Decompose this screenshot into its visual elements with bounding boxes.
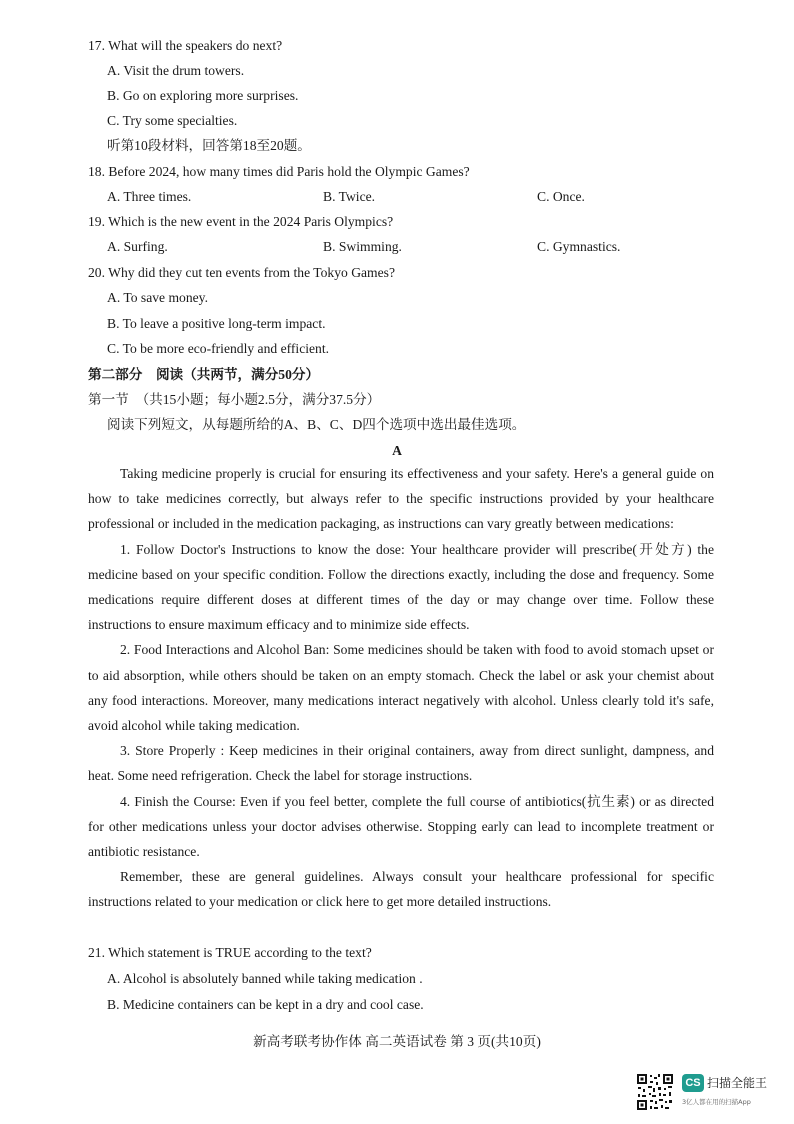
camscanner-name: 扫描全能王 — [707, 1076, 768, 1090]
question-18: 18. Before 2024, how many times did Paris hold the Olympic Games? — [88, 164, 470, 179]
q20-option-c: C. To be more eco-friendly and efficient. — [107, 341, 330, 356]
passage-point-3: 3. Store Properly : Keep medicines in their original containers, away from direct sunlight, dampness, and heat. Some need refrigeration. Check the label for storage instructions. — [88, 743, 714, 784]
passage-point-4: 4. Finish the Course: Even if you feel better, complete the full course of antibiotics(抗生素) or as directed for other medications unless your doctor advises otherwise. Stopping early can lead to incomplete treatment or antibiotic resistance. — [88, 793, 714, 860]
passage-point-2: 2. Food Interactions and Alcohol Ban: Some medicines should be taken with food to avoid stomach upset or to aid absorption, while others should be taken on an empty stomach. Check the label or ask your chemist about any food interactions. Moreover, many medications interact negatively with alcohol. Unless clearly told it's safe, avoid alcohol while taking medication. — [88, 642, 714, 734]
q20-option-a: A. To save money. — [107, 290, 208, 305]
passage-a — [88, 461, 714, 915]
qr-code-icon — [636, 1073, 674, 1111]
passage-label: A — [392, 443, 402, 458]
q19-option-a: A. Surfing. — [107, 239, 168, 254]
q17-option-c: C. Try some specialties. — [107, 113, 238, 128]
q17-option-b: B. Go on exploring more surprises. — [107, 88, 299, 103]
section-one-heading: 第一节 （共15小题；每小题2.5分，满分37.5分） — [88, 392, 381, 407]
reading-instruction: 阅读下列短文，从每题所给的A、B、C、D四个选项中选出最佳选项。 — [107, 417, 526, 432]
q19-option-b: B. Swimming. — [323, 239, 402, 254]
passage-closing: Remember, these are general guidelines. Always consult your healthcare professional for specific instructions related to your medication or click here to get more detailed instructions. — [88, 869, 714, 910]
question-19: 19. Which is the new event in the 2024 Paris Olympics? — [88, 214, 394, 229]
part-two-heading: 第二部分 阅读（共两节，满分50分） — [88, 367, 320, 382]
passage-point-1: 1. Follow Doctor's Instructions to know the dose: Your healthcare provider will prescribe(开处方) the medicine based on your specific condition. Follow the directions exactly, including the dose and frequency. Some medications require different doses at different times of the day or may change over time. Follow these instructions to ensure maximum efficacy and to minimize side effects. — [88, 541, 714, 633]
q18-option-b: B. Twice. — [323, 189, 376, 204]
q20-option-b: B. To leave a positive long-term impact. — [107, 316, 326, 331]
camscanner-tagline: 3亿人都在用的扫描App — [682, 1098, 751, 1106]
question-17: 17. What will the speakers do next? — [88, 38, 283, 53]
listening-instruction-10: 听第10段材料，回答第18至20题。 — [107, 138, 311, 153]
q18-option-c: C. Once. — [537, 189, 585, 204]
page-footer: 新高考联考协作体 高二英语试卷 第 3 页(共10页) — [253, 1034, 541, 1049]
question-20: 20. Why did they cut ten events from the Tokyo Games? — [88, 265, 395, 280]
q19-option-c: C. Gymnastics. — [537, 239, 621, 254]
q21-option-b: B. Medicine containers can be kept in a dry and cool case. — [107, 997, 424, 1012]
q21-option-a: A. Alcohol is absolutely banned while taking medication . — [107, 971, 423, 986]
passage-intro: Taking medicine properly is crucial for ensuring its effectiveness and your safety. Here's a general guide on how to take medicines correctly, but always refer to the specific instructions provided by your healthcare professional or included in the medication packaging, as instructions can vary greatly between medications: — [88, 466, 714, 532]
question-21: 21. Which statement is TRUE according to the text? — [88, 945, 372, 960]
q18-option-a: A. Three times. — [107, 189, 192, 204]
camscanner-logo: CS — [682, 1074, 704, 1092]
q17-option-a: A. Visit the drum towers. — [107, 63, 245, 78]
